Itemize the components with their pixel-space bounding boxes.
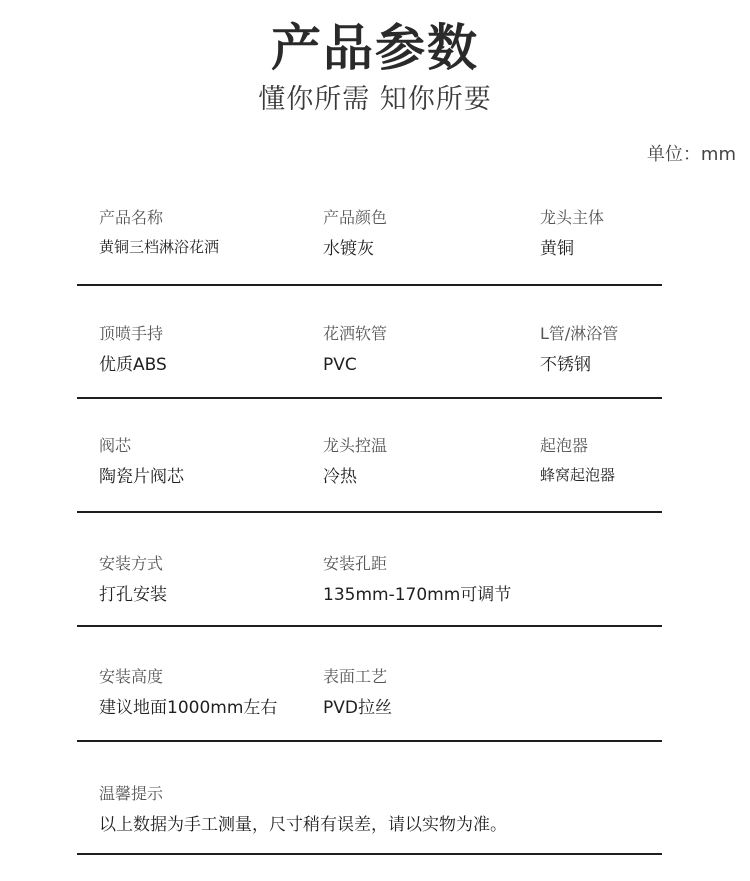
spec-notice [99, 783, 507, 837]
unit-label: 单位：mm [646, 144, 736, 165]
row-divider [77, 511, 662, 513]
spec-value: 陶瓷片阀芯 [99, 467, 184, 487]
spec-valve-core [99, 435, 184, 489]
spec-faucet-body [540, 207, 604, 261]
spec-label: 产品名称 [99, 208, 164, 227]
spec-product-color [323, 207, 387, 261]
spec-label: 温馨提示 [99, 784, 164, 803]
spec-label: 龙头控温 [323, 436, 388, 455]
spec-value: 以上数据为手工测量，尺寸稍有误差，请以实物为准。 [99, 815, 507, 835]
spec-label: L管/淋浴管 [540, 324, 619, 343]
row-divider [77, 625, 662, 627]
spec-value: 蜂窝起泡器 [540, 466, 616, 484]
page-title: 产品参数 [271, 19, 479, 77]
spec-label: 安装高度 [99, 667, 164, 686]
spec-label: 产品颜色 [323, 208, 388, 227]
spec-temp-control [323, 435, 387, 489]
row-divider [77, 853, 662, 855]
spec-shower-hose [323, 323, 387, 377]
spec-value: 冷热 [323, 467, 357, 487]
spec-label: 安装孔距 [323, 554, 388, 573]
spec-label: 安装方式 [99, 554, 164, 573]
spec-value: 135mm-170mm可调节 [323, 585, 512, 605]
spec-label: 花洒软管 [323, 324, 388, 343]
spec-top-handheld [99, 323, 167, 377]
spec-pipe [540, 323, 618, 377]
spec-value: 水镀灰 [323, 239, 374, 259]
spec-value: 黄铜三档淋浴花洒 [99, 238, 220, 256]
spec-product-name [99, 207, 219, 259]
spec-label: 表面工艺 [323, 667, 388, 686]
row-divider [77, 740, 662, 742]
spec-value: PVD拉丝 [323, 698, 392, 718]
spec-value: PVC [323, 355, 357, 375]
spec-value: 黄铜 [540, 239, 574, 259]
spec-hole-spacing [323, 553, 511, 607]
spec-value: 建议地面1000mm左右 [99, 698, 278, 718]
spec-label: 阀芯 [99, 436, 132, 455]
row-divider [77, 397, 662, 399]
spec-value: 优质ABS [99, 355, 167, 375]
spec-label: 顶喷手持 [99, 324, 164, 343]
spec-label: 龙头主体 [540, 208, 605, 227]
spec-install-height [99, 666, 277, 720]
spec-value: 不锈钢 [540, 355, 591, 375]
page-subtitle: 懂你所需 知你所要 [258, 84, 492, 115]
spec-aerator [540, 435, 615, 487]
spec-label: 起泡器 [540, 436, 589, 455]
spec-surface-finish [323, 666, 392, 720]
row-divider [77, 284, 662, 286]
spec-install-method [99, 553, 167, 607]
spec-value: 打孔安装 [99, 585, 167, 605]
